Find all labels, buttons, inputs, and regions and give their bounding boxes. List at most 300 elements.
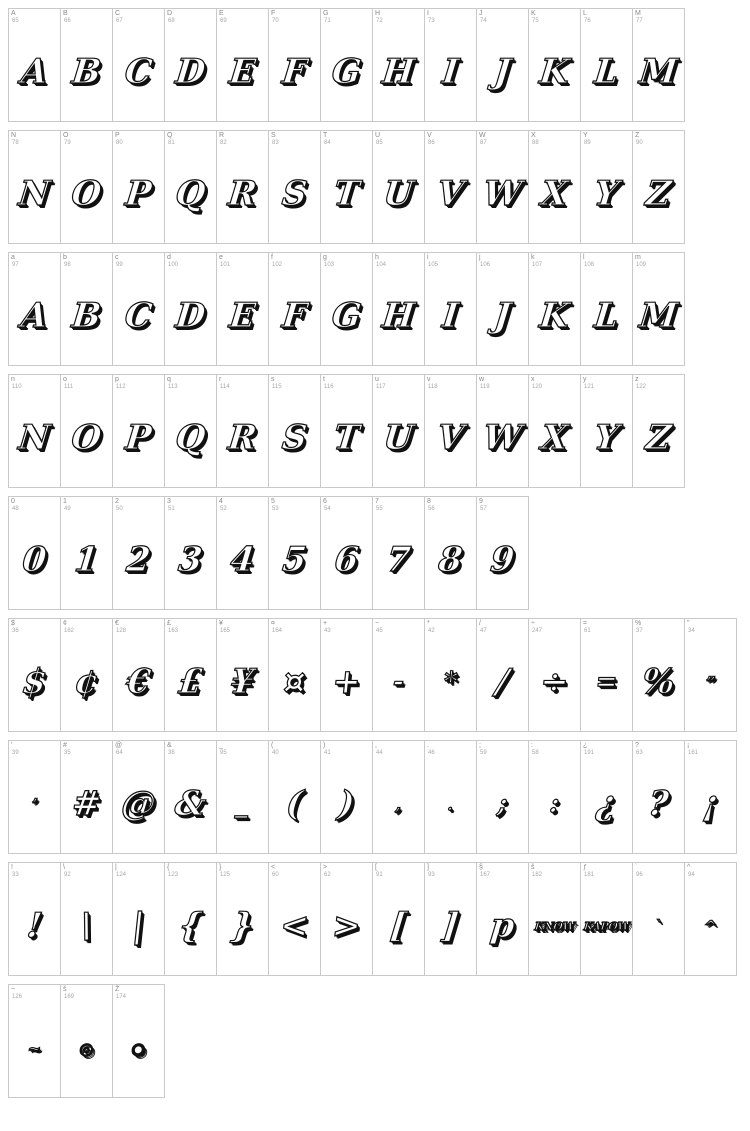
- glyph-cell[interactable]: [424, 618, 477, 732]
- glyph-cell[interactable]: [216, 130, 269, 244]
- glyph-preview: V: [435, 418, 466, 458]
- glyph-preview: Q: [173, 174, 208, 214]
- glyph-code-label: 78: [12, 140, 19, 146]
- glyph-char-label: 0: [11, 498, 15, 505]
- glyph-cell[interactable]: [216, 618, 269, 732]
- glyph-preview: .: [446, 794, 455, 814]
- glyph-preview: @: [119, 784, 158, 824]
- glyph-cell[interactable]: [528, 130, 581, 244]
- glyph-char-label: V: [427, 132, 432, 139]
- glyph-code-label: 164: [272, 628, 283, 634]
- glyph-preview: ¥: [228, 662, 257, 702]
- glyph-cell[interactable]: [372, 496, 425, 610]
- glyph-code-label: 34: [688, 628, 695, 634]
- glyph-code-label: 102: [272, 262, 283, 268]
- glyph-code-label: 47: [480, 628, 487, 634]
- glyph-code-label: 73: [428, 18, 435, 24]
- glyph-cell[interactable]: [60, 618, 113, 732]
- glyph-code-label: 66: [64, 18, 71, 24]
- glyph-cell[interactable]: [216, 496, 269, 610]
- glyph-cell[interactable]: [112, 252, 165, 366]
- glyph-cell[interactable]: [216, 862, 269, 976]
- glyph-cell[interactable]: [320, 862, 373, 976]
- glyph-char-label: Q: [167, 132, 173, 139]
- glyph-preview: ÷: [538, 662, 571, 702]
- glyph-char-label: O: [63, 132, 69, 139]
- glyph-code-label: 84: [324, 140, 331, 146]
- glyph-char-label: F: [271, 10, 276, 17]
- glyph-cell[interactable]: [476, 496, 529, 610]
- glyph-cell[interactable]: [8, 740, 61, 854]
- glyph-char-label: ÷: [531, 620, 535, 627]
- glyph-code-label: 128: [116, 628, 127, 634]
- glyph-preview: €: [124, 662, 153, 702]
- glyph-char-label: [: [375, 864, 377, 871]
- glyph-preview: ): [336, 784, 357, 824]
- glyph-preview: /: [494, 662, 511, 702]
- glyph-row-digits: [8, 496, 750, 610]
- glyph-char-label: `: [635, 864, 638, 871]
- glyph-preview: ¿: [594, 784, 619, 824]
- glyph-code-label: 68: [168, 18, 175, 24]
- glyph-preview: _: [234, 789, 251, 819]
- glyph-code-label: 74: [480, 18, 487, 24]
- glyph-preview: X: [539, 418, 570, 458]
- glyph-code-label: 120: [532, 384, 543, 390]
- glyph-code-label: 112: [116, 384, 126, 390]
- glyph-char-label: €: [115, 620, 119, 627]
- glyph-cell[interactable]: [528, 374, 581, 488]
- glyph-row-lowercase-n-z: [8, 374, 750, 488]
- glyph-char-label: š: [63, 986, 67, 993]
- glyph-cell[interactable]: [320, 252, 373, 366]
- glyph-preview: O: [69, 418, 104, 458]
- glyph-preview: L: [592, 52, 621, 92]
- glyph-code-label: 162: [64, 628, 75, 634]
- glyph-char-label: ~: [11, 986, 16, 993]
- glyph-cell[interactable]: [164, 252, 217, 366]
- glyph-char-label: m: [635, 254, 641, 261]
- glyph-preview: W: [481, 418, 524, 458]
- glyph-code-label: 103: [324, 262, 335, 268]
- glyph-char-label: ¥: [219, 620, 223, 627]
- glyph-cell[interactable]: [424, 130, 477, 244]
- glyph-cell[interactable]: [424, 8, 477, 122]
- glyph-cell[interactable]: [112, 618, 165, 732]
- glyph-preview: ,: [394, 794, 403, 814]
- glyph-preview: L: [592, 296, 621, 336]
- glyph-cell[interactable]: [424, 862, 477, 976]
- glyph-cell[interactable]: [320, 740, 373, 854]
- glyph-char-label: −: [375, 620, 380, 627]
- glyph-cell[interactable]: [8, 252, 61, 366]
- glyph-code-label: 50: [116, 506, 123, 512]
- glyph-row-punctuation-1: [8, 740, 750, 854]
- glyph-row-currency-math: [8, 618, 750, 732]
- glyph-cell[interactable]: [8, 862, 61, 976]
- glyph-cell[interactable]: [8, 374, 61, 488]
- glyph-cell[interactable]: [268, 130, 321, 244]
- glyph-cell[interactable]: [476, 130, 529, 244]
- glyph-char-label: \: [63, 864, 65, 871]
- glyph-cell[interactable]: [528, 252, 581, 366]
- glyph-preview: ^: [702, 916, 719, 936]
- glyph-char-label: ¢: [63, 620, 67, 627]
- glyph-code-label: 52: [220, 506, 227, 512]
- glyph-code-label: 167: [480, 872, 491, 878]
- glyph-cell[interactable]: [164, 130, 217, 244]
- glyph-char-label: d: [167, 254, 171, 261]
- glyph-cell[interactable]: [632, 252, 685, 366]
- glyph-preview: 0: [20, 540, 49, 580]
- glyph-code-label: 35: [64, 750, 71, 756]
- glyph-cell[interactable]: [528, 618, 581, 732]
- glyph-preview: E: [227, 296, 258, 336]
- glyph-char-label: (: [271, 742, 274, 749]
- glyph-char-label: Z: [635, 132, 640, 139]
- glyph-cell[interactable]: [8, 130, 61, 244]
- glyph-cell[interactable]: [580, 8, 633, 122]
- glyph-cell[interactable]: [424, 496, 477, 610]
- glyph-code-label: 119: [480, 384, 490, 390]
- glyph-cell[interactable]: [476, 8, 529, 122]
- glyph-char-label: £: [167, 620, 171, 627]
- glyph-cell[interactable]: [60, 374, 113, 488]
- glyph-char-label: >: [323, 864, 328, 871]
- glyph-cell[interactable]: [476, 862, 529, 976]
- glyph-preview: 8: [436, 540, 465, 580]
- glyph-cell[interactable]: [8, 496, 61, 610]
- glyph-preview: $: [20, 662, 49, 702]
- glyph-cell[interactable]: [112, 496, 165, 610]
- glyph-cell[interactable]: [580, 374, 633, 488]
- glyph-cell[interactable]: [112, 374, 165, 488]
- glyph-cell[interactable]: [268, 374, 321, 488]
- glyph-code-label: 86: [428, 140, 435, 146]
- glyph-char-label: $: [11, 620, 15, 627]
- glyph-cell[interactable]: [632, 740, 685, 854]
- glyph-code-label: 163: [168, 628, 179, 634]
- glyph-code-label: 69: [220, 18, 227, 24]
- glyph-cell[interactable]: [580, 618, 633, 732]
- glyph-cell[interactable]: [476, 618, 529, 732]
- glyph-code-label: 42: [428, 628, 435, 634]
- glyph-cell[interactable]: [372, 252, 425, 366]
- glyph-cell[interactable]: [528, 8, 581, 122]
- glyph-cell[interactable]: [164, 374, 217, 488]
- glyph-cell[interactable]: [8, 984, 61, 1098]
- glyph-char-label: X: [531, 132, 536, 139]
- glyph-cell[interactable]: [372, 740, 425, 854]
- glyph-cell[interactable]: [684, 618, 737, 732]
- glyph-cell[interactable]: [112, 8, 165, 122]
- glyph-code-label: 70: [272, 18, 279, 24]
- glyph-cell[interactable]: [476, 374, 529, 488]
- glyph-cell[interactable]: [164, 8, 217, 122]
- glyph-cell[interactable]: [268, 740, 321, 854]
- glyph-char-label: g: [323, 254, 327, 261]
- glyph-code-label: 62: [324, 872, 331, 878]
- glyph-code-label: 90: [636, 140, 643, 146]
- glyph-char-label: {: [167, 864, 170, 871]
- glyph-row-lowercase-a-m: [8, 252, 750, 366]
- glyph-char-label: y: [583, 376, 587, 383]
- glyph-cell[interactable]: [528, 862, 581, 976]
- glyph-char-label: @: [115, 742, 123, 749]
- glyph-preview: U: [381, 174, 416, 214]
- glyph-char-label: t: [323, 376, 325, 383]
- glyph-preview: O: [69, 174, 104, 214]
- glyph-code-label: 104: [376, 262, 387, 268]
- glyph-char-label: a: [11, 254, 15, 261]
- glyph-char-label: Y: [583, 132, 588, 139]
- glyph-preview: `: [653, 916, 664, 936]
- glyph-char-label: s: [271, 376, 275, 383]
- glyph-preview: H: [380, 52, 417, 92]
- glyph-char-label: ,: [375, 742, 377, 749]
- glyph-cell[interactable]: [112, 984, 165, 1098]
- glyph-cell[interactable]: [60, 862, 113, 976]
- glyph-char-label: <: [271, 864, 276, 871]
- glyph-char-label: ^: [687, 864, 691, 871]
- glyph-cell[interactable]: [580, 130, 633, 244]
- glyph-preview: <: [278, 906, 311, 946]
- glyph-cell[interactable]: [164, 496, 217, 610]
- glyph-char-label: ]: [427, 864, 429, 871]
- glyph-preview: J: [492, 296, 513, 336]
- glyph-preview: ]: [440, 906, 461, 946]
- glyph-cell[interactable]: [424, 740, 477, 854]
- glyph-cell[interactable]: [60, 8, 113, 122]
- glyph-cell[interactable]: [216, 740, 269, 854]
- glyph-char-label: §: [479, 864, 483, 871]
- glyph-cell[interactable]: [268, 252, 321, 366]
- glyph-char-label: f: [271, 254, 273, 261]
- glyph-preview: M: [637, 52, 680, 92]
- glyph-cell[interactable]: [216, 8, 269, 122]
- glyph-cell[interactable]: [60, 130, 113, 244]
- glyph-cell[interactable]: [112, 130, 165, 244]
- glyph-cell[interactable]: [320, 8, 373, 122]
- glyph-cell[interactable]: [164, 740, 217, 854]
- glyph-cell[interactable]: [684, 862, 737, 976]
- glyph-code-label: 105: [428, 262, 439, 268]
- glyph-preview: Z: [643, 174, 674, 214]
- glyph-code-label: 63: [636, 750, 643, 756]
- glyph-cell[interactable]: [424, 252, 477, 366]
- glyph-char-label: c: [115, 254, 119, 261]
- glyph-code-label: 41: [324, 750, 331, 756]
- glyph-code-label: 101: [220, 262, 231, 268]
- glyph-preview: ¡: [700, 784, 721, 824]
- glyph-preview: ◉: [130, 1038, 147, 1058]
- glyph-char-label: ": [687, 620, 690, 627]
- glyph-char-label: ): [323, 742, 326, 749]
- glyph-char-label: L: [583, 10, 587, 17]
- glyph-code-label: 57: [480, 506, 487, 512]
- glyph-preview: p: [488, 906, 517, 946]
- glyph-code-label: 59: [480, 750, 487, 756]
- glyph-cell[interactable]: [112, 862, 165, 976]
- glyph-char-label: x: [531, 376, 535, 383]
- glyph-cell[interactable]: [632, 374, 685, 488]
- glyph-cell[interactable]: [580, 862, 633, 976]
- glyph-cell[interactable]: [372, 862, 425, 976]
- glyph-preview: Y: [592, 174, 621, 214]
- glyph-preview: |: [130, 906, 147, 946]
- glyph-preview: =: [594, 667, 619, 697]
- glyph-cell[interactable]: [320, 374, 373, 488]
- glyph-code-label: 97: [12, 262, 19, 268]
- glyph-cell[interactable]: [60, 496, 113, 610]
- glyph-char-label: z: [635, 376, 639, 383]
- glyph-preview: !: [24, 906, 45, 946]
- glyph-preview: N: [16, 174, 53, 214]
- glyph-code-label: 123: [168, 872, 179, 878]
- glyph-char-label: i: [427, 254, 429, 261]
- glyph-code-label: 116: [324, 384, 334, 390]
- glyph-preview: 5: [280, 540, 309, 580]
- glyph-preview: &: [173, 784, 208, 824]
- glyph-preview: K: [537, 52, 572, 92]
- glyph-preview: :: [548, 789, 561, 819]
- glyph-cell[interactable]: [476, 740, 529, 854]
- glyph-code-label: 99: [116, 262, 123, 268]
- glyph-cell[interactable]: [528, 740, 581, 854]
- glyph-code-label: 117: [376, 384, 386, 390]
- glyph-cell[interactable]: [372, 374, 425, 488]
- glyph-cell[interactable]: [580, 252, 633, 366]
- glyph-cell[interactable]: [8, 8, 61, 122]
- glyph-char-label: 8: [427, 498, 431, 505]
- glyph-preview: 2: [124, 540, 153, 580]
- glyph-char-label: |: [115, 864, 117, 871]
- glyph-code-label: 44: [376, 750, 383, 756]
- glyph-preview: R: [226, 418, 259, 458]
- glyph-code-label: 37: [636, 628, 643, 634]
- glyph-code-label: 55: [376, 506, 383, 512]
- glyph-preview: C: [122, 296, 155, 336]
- glyph-code-label: 91: [376, 872, 383, 878]
- glyph-code-label: 109: [636, 262, 647, 268]
- glyph-row-misc: [8, 984, 750, 1098]
- glyph-cell[interactable]: [424, 374, 477, 488]
- glyph-preview: D: [173, 296, 208, 336]
- glyph-char-label: :: [531, 742, 533, 749]
- glyph-code-label: 161: [688, 750, 699, 756]
- glyph-cell[interactable]: [476, 252, 529, 366]
- glyph-code-label: 182: [532, 872, 543, 878]
- glyph-code-label: 71: [324, 18, 331, 24]
- glyph-code-label: 113: [168, 384, 178, 390]
- glyph-code-label: 108: [584, 262, 595, 268]
- glyph-cell[interactable]: [632, 862, 685, 976]
- glyph-cell[interactable]: [8, 618, 61, 732]
- glyph-cell[interactable]: [60, 252, 113, 366]
- glyph-char-label: H: [375, 10, 381, 17]
- glyph-cell[interactable]: [372, 618, 425, 732]
- glyph-code-label: 83: [272, 140, 279, 146]
- glyph-cell[interactable]: [320, 496, 373, 610]
- glyph-cell[interactable]: [60, 984, 113, 1098]
- glyph-row-punctuation-2: [8, 862, 750, 976]
- glyph-code-label: 87: [480, 140, 487, 146]
- glyph-row-uppercase-a-m: [8, 8, 750, 122]
- glyph-preview: A: [19, 296, 50, 336]
- glyph-cell[interactable]: [216, 374, 269, 488]
- glyph-code-label: 247: [532, 628, 543, 634]
- glyph-code-label: 61: [584, 628, 591, 634]
- glyph-code-label: 76: [584, 18, 591, 24]
- glyph-code-label: 40: [272, 750, 279, 756]
- glyph-cell[interactable]: [216, 252, 269, 366]
- glyph-cell[interactable]: [372, 8, 425, 122]
- glyph-preview: R: [226, 174, 259, 214]
- glyph-cell[interactable]: [112, 740, 165, 854]
- glyph-cell[interactable]: [372, 130, 425, 244]
- glyph-code-label: 64: [116, 750, 123, 756]
- glyph-char-label: .: [427, 742, 429, 749]
- glyph-char-label: K: [531, 10, 536, 17]
- glyph-char-label: J: [479, 10, 483, 17]
- glyph-cell[interactable]: [632, 618, 685, 732]
- glyph-char-label: 4: [219, 498, 223, 505]
- glyph-code-label: 125: [220, 872, 231, 878]
- glyph-preview: 3: [176, 540, 205, 580]
- glyph-cell[interactable]: [268, 8, 321, 122]
- glyph-preview: M: [637, 296, 680, 336]
- glyph-char-label: 7: [375, 498, 379, 505]
- glyph-preview: D: [173, 52, 208, 92]
- glyph-char-label: n: [11, 376, 15, 383]
- glyph-code-label: 43: [324, 628, 331, 634]
- glyph-cell[interactable]: [60, 740, 113, 854]
- glyph-cell[interactable]: [268, 618, 321, 732]
- glyph-cell[interactable]: [268, 496, 321, 610]
- glyph-preview: KNOW: [534, 919, 575, 933]
- glyph-char-label: 6: [323, 498, 327, 505]
- glyph-cell[interactable]: [320, 618, 373, 732]
- glyph-char-label: /: [479, 620, 481, 627]
- glyph-code-label: 60: [272, 872, 279, 878]
- glyph-char-label: p: [115, 376, 119, 383]
- glyph-cell[interactable]: [164, 618, 217, 732]
- glyph-char-label: h: [375, 254, 379, 261]
- glyph-cell[interactable]: [632, 8, 685, 122]
- glyph-preview: [: [388, 906, 409, 946]
- glyph-preview: T: [331, 418, 362, 458]
- glyph-cell[interactable]: [580, 740, 633, 854]
- glyph-code-label: 88: [532, 140, 539, 146]
- glyph-char-label: b: [63, 254, 67, 261]
- glyph-char-label: ;: [479, 742, 481, 749]
- glyph-char-label: ¡: [687, 742, 690, 749]
- glyph-code-label: 67: [116, 18, 123, 24]
- glyph-cell[interactable]: [320, 130, 373, 244]
- glyph-char-label: o: [63, 376, 67, 383]
- glyph-cell[interactable]: [632, 130, 685, 244]
- glyph-code-label: 56: [428, 506, 435, 512]
- glyph-cell[interactable]: [268, 862, 321, 976]
- glyph-char-label: 5: [271, 498, 275, 505]
- glyph-cell[interactable]: [684, 740, 737, 854]
- glyph-char-label: u: [375, 376, 379, 383]
- glyph-code-label: 58: [532, 750, 539, 756]
- glyph-char-label: k: [531, 254, 535, 261]
- glyph-cell[interactable]: [164, 862, 217, 976]
- glyph-preview: W: [481, 174, 524, 214]
- glyph-preview: V: [435, 174, 466, 214]
